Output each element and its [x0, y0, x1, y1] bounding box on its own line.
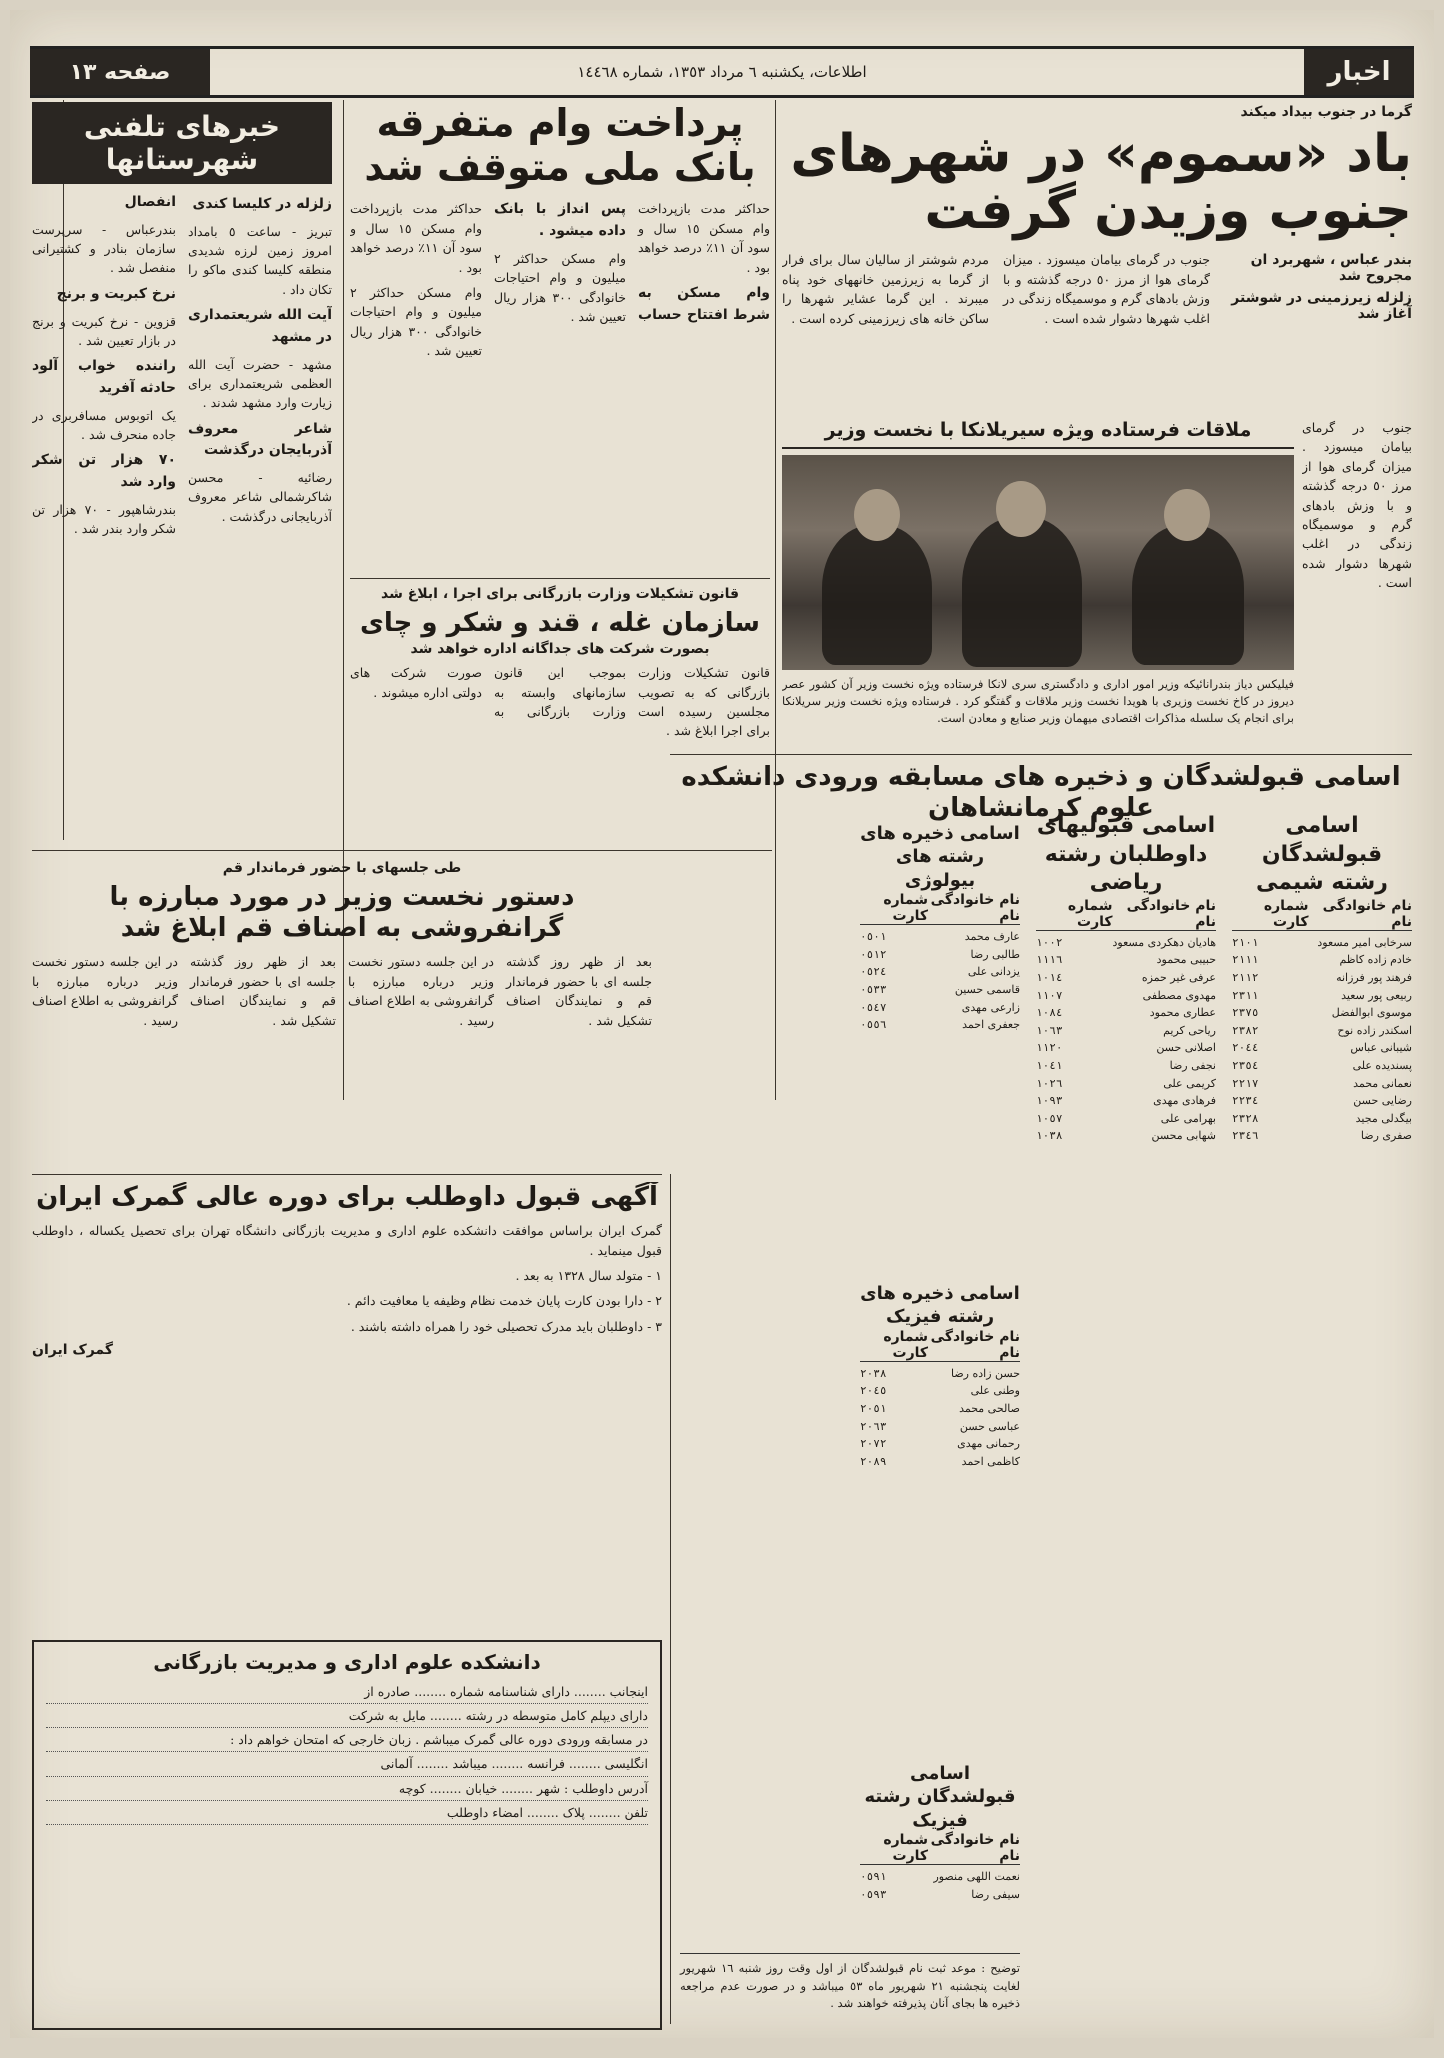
list-item: [1232, 1022, 1412, 1040]
student-name: ربیعی پور سعید: [1341, 988, 1412, 1002]
lead-body: [782, 250, 1210, 334]
result-list: [860, 1762, 1020, 1903]
lead-bullet: بندر عباس ، شهربرد ان مجروح شد: [1250, 252, 1412, 285]
result-list: [1232, 812, 1412, 1145]
news-item: [32, 284, 176, 350]
student-name: جعفری احمد: [962, 1018, 1020, 1032]
card-number: ١٠٣٨: [1036, 1129, 1063, 1143]
section-rule: [350, 578, 770, 579]
list-item: [1036, 1039, 1216, 1057]
paragraph: وام مسکن حداکثر ۲ میلیون و وام احتیاجات خانوادگی ۳۰۰ هزار ریال تعیین شد .: [350, 284, 482, 358]
col-num-header: شماره کارت: [883, 1832, 929, 1865]
paragraph: ١ - متولد سال ١٣٢٨ به بعد .: [515, 1267, 662, 1283]
photo-caption: فیلیکس دیاز بندرانائیکه وزیر امور اداری و دادگستری سری لانکا فرستاده ویژه نخست وزیر آن کشور عصر دیروز در کاخ نخست وزیری با هویدا نخست وزیر ملاقات و گفتگو کرد . فرستاده ویژه نخست وزیر سریلانکا برای انجام یک سلسله مذاکرات اقتصادی میهمان وزیر صنایع و معادن است.: [782, 676, 1294, 726]
news-item: [32, 192, 176, 278]
lead-headline: باد «سموم» در شهرهای جنوب وزیدن گرفت: [790, 124, 1412, 242]
card-number: ٢١١١: [1232, 953, 1259, 967]
paragraph: وام مسکن به شرط افتتاح حساب پس انداز با بانک داده میشود .: [494, 201, 770, 323]
result-list: [1036, 812, 1216, 1145]
list-item: [1232, 1092, 1412, 1110]
col-name-header: نام خانوادگی نام: [930, 1832, 1020, 1865]
card-number: ٠٥٣٣: [860, 982, 887, 996]
student-name: بهرامی علی: [1160, 1111, 1216, 1125]
card-number: ٢٠٤٥: [860, 1384, 887, 1398]
qom-story: [32, 858, 652, 1168]
list-item: [860, 981, 1020, 999]
paragraph: حداکثر مدت بازپرداخت وام مسکن ١٥ سال و سود آن ١١٪ درصد خواهد بود .: [350, 201, 482, 275]
card-number: ١١١٦: [1036, 953, 1063, 967]
list-title: اسامی قبولشدگان رشته فیزیک: [864, 1763, 1016, 1831]
loans-headline: پرداخت وام متفرقه بانک ملی متوقف شد: [364, 102, 756, 189]
student-name: هادیان دهکردی مسعود: [1112, 935, 1216, 949]
card-number: ٢٣٤٦: [1232, 1129, 1259, 1143]
student-name: نعمانی محمد: [1353, 1076, 1412, 1090]
student-name: اصلانی حسن: [1156, 1041, 1216, 1055]
student-name: خادم زاده کاظم: [1339, 953, 1412, 967]
student-name: عطاری محمود: [1149, 1006, 1216, 1020]
list-item: [1036, 1110, 1216, 1128]
card-number: ٢٠٤٤: [1232, 1041, 1259, 1055]
student-name: وطنی علی: [970, 1384, 1020, 1398]
customs-ad: [32, 1182, 662, 1632]
card-number: ١٠١٤: [1036, 970, 1063, 984]
photo-story-title: ملاقات فرستاده ویژه سیریلانکا با نخست وزیر: [782, 418, 1294, 449]
province-news: [32, 102, 332, 842]
lead-continued: [1302, 418, 1412, 748]
student-name: سرخابی امیر مسعود: [1317, 935, 1412, 949]
news-item-text: تبریز - ساعت ٥ بامداد امروز زمین لرزه شدیدی منطقه کلیسا کندی ماکو را تکان داد .: [188, 223, 332, 297]
lead-story: [782, 102, 1412, 412]
paragraph: جنوب در گرمای بیامان میسوزد . میزان گرمای هوا از مرز ٥٠ درجه گذشته و با وزش بادهای گرم و موسمیگاه زندگی در اغلب شهرها دشوار شده است .: [1003, 252, 1210, 326]
card-number: ١٠٦٣: [1036, 1023, 1063, 1037]
card-number: ٢٠٨٩: [860, 1454, 887, 1468]
list-item: [1036, 1022, 1216, 1040]
province-headline: خبرهای تلفنی شهرستانها: [32, 102, 332, 184]
result-list: [860, 822, 1020, 1034]
news-item: [188, 419, 332, 527]
section-rule: [670, 754, 1412, 755]
card-number: ٢٣٧٥: [1232, 1006, 1259, 1020]
list-title: اسامی ذخیره های رشته های بیولوژی: [860, 823, 1020, 891]
col-num-header: شماره کارت: [883, 892, 929, 925]
newspaper-page: [10, 10, 1434, 2038]
card-number: ١٠٨٤: [1036, 1006, 1063, 1020]
card-number: ٢٠٦٣: [860, 1419, 887, 1433]
news-item: [32, 450, 176, 538]
list-item: [860, 1435, 1020, 1453]
news-item-title: ٧٠ هزار تن شکر وارد شد: [32, 452, 176, 491]
customs-signature: گمرک ایران: [32, 1342, 113, 1359]
news-item-title: زلزله در کلیسا کندی: [192, 196, 332, 212]
qom-kicker: طی جلسهای با حضور فرماندار قم: [222, 860, 462, 876]
student-name: طالبی رضا: [970, 947, 1020, 961]
news-item: [188, 305, 332, 413]
list-item: [1232, 934, 1412, 952]
card-number: ٠٥٩٣: [860, 1887, 887, 1901]
news-item: [32, 356, 176, 444]
card-number: ١٠٥٧: [1036, 1111, 1063, 1125]
student-name: سیفی رضا: [971, 1887, 1020, 1901]
student-name: موسوی ابوالفضل: [1331, 1006, 1412, 1020]
commerce-body: [350, 663, 770, 741]
student-name: شهابی محسن: [1151, 1129, 1216, 1143]
person-head: [996, 481, 1046, 537]
list-item: [860, 963, 1020, 981]
list-item: [1036, 1004, 1216, 1022]
paragraph: قانون تشکیلات وزارت بازرگانی که به تصویب مجلسین رسیده است برای اجرا ابلاغ شد .: [638, 665, 770, 739]
customs-headline: آگهی قبول داوطلب برای دوره عالی گمرک ایران: [36, 1182, 658, 1212]
kermanshah-headline: اسامی قبولشدگان و ذخیره های مسابقه ورودی دانشکده علوم کرمانشاهان: [681, 762, 1401, 824]
list-item: [860, 928, 1020, 946]
qom-body: [32, 952, 652, 1036]
col-name-header: نام خانوادگی نام: [1126, 897, 1216, 930]
masthead: [30, 46, 1414, 98]
card-number: ٢١١٢: [1232, 970, 1259, 984]
province-items: [32, 192, 332, 539]
card-number: ٠٥٤٧: [860, 1000, 887, 1014]
paragraph: در این جلسه دستور نخست وزیر درباره مبارزه با گرانفروشی به اطلاع اصناف رسید .: [32, 954, 178, 1028]
section-brand: اخبار: [1304, 49, 1414, 95]
list-item: [1232, 1127, 1412, 1145]
student-name: صفری رضا: [1360, 1129, 1412, 1143]
news-item-text: مشهد - حضرت آیت الله العظمی شریعتمداری برای زیارت وارد مشهد شدند .: [188, 356, 332, 411]
news-item-title: شاعر معروف آذربایجان درگذشت: [188, 420, 332, 459]
person-figure: [962, 517, 1082, 667]
list-title: اسامی قبولیهای داوطلبان رشته ریاضی: [1036, 813, 1216, 896]
student-name: پسندیده علی: [1352, 1058, 1412, 1072]
paragraph: بعد از ظهر روز گذشته جلسه ای با حضور فرماندار قم و نمایندگان اصناف تشکیل شد .: [190, 954, 336, 1028]
card-number: ٢٠٧٢: [860, 1437, 887, 1451]
paragraph: ٢ - دارا بودن کارت پایان خدمت نظام وظیفه یا معافیت دائم .: [346, 1293, 662, 1309]
lead-bullets: [1222, 250, 1412, 334]
paragraph: گمرک ایران براساس موافقت دانشکده علوم اداری و مدیریت بازرگانی دانشگاه تهران برای تحصیل یکساله ، داوطلب قبول مینماید .: [32, 1223, 662, 1258]
student-name: ریاحی کریم: [1163, 1023, 1216, 1037]
customs-body: [32, 1221, 662, 1336]
student-name: زارعی مهدی: [961, 1000, 1020, 1014]
person-figure: [1132, 525, 1244, 665]
list-item: [1036, 1075, 1216, 1093]
col-name-header: نام خانوادگی نام: [930, 1328, 1020, 1361]
list-item: [1232, 1004, 1412, 1022]
student-name: فرهادی مهدی: [1153, 1094, 1216, 1108]
news-item-text: قزوین - نرخ کبریت و برنج در بازار تعیین شد .: [32, 313, 176, 348]
news-item-title: انفصال: [124, 194, 176, 210]
student-name: مهدوی مصطفی: [1142, 988, 1216, 1002]
student-name: حبیبی محمود: [1156, 953, 1216, 967]
commerce-sub: بصورت شرکت های جداگانه اداره خواهد شد: [410, 641, 710, 658]
lead-bullet: زلزله زیرزمینی در شوشتر آغاز شد: [1231, 290, 1412, 323]
student-name: صالحی محمد: [959, 1401, 1020, 1415]
form-line: آدرس داوطلب : شهر ........ خیابان ........ کوچه: [46, 1777, 648, 1801]
news-item-text: بندرعباس - سرپرست سازمان بنادر و کشتیرانی منفصل شد .: [32, 221, 176, 276]
form-line: انگلیسی ........ فرانسه ........ میباشد ........ آلمانی: [46, 1752, 648, 1776]
news-item-title: راننده خواب آلود حادثه آفرید: [32, 358, 176, 396]
card-number: ٢٣١١: [1232, 988, 1259, 1002]
card-number: ١١٠٧: [1036, 988, 1063, 1002]
photo-story: [782, 418, 1294, 748]
person-head: [854, 489, 900, 541]
list-item: [1232, 1075, 1412, 1093]
list-item: [860, 1418, 1020, 1436]
registration-notice: توضیح : موعد ثبت نام قبولشدگان از اول وقت روز شنبه ١٦ شهریور لغایت پنجشنبه ٢١ شهریور ماه ٥٣ میباشد و در صورت عدم مراجعه ذخیره ها بجای آنان پذیرفته خواهند شد .: [680, 1953, 1020, 2012]
list-item: [860, 1382, 1020, 1400]
list-header: [1232, 898, 1412, 931]
student-name: عارف محمد: [964, 930, 1020, 944]
list-item: [1036, 987, 1216, 1005]
student-name: یزدانی علی: [967, 965, 1020, 979]
card-number: ١١٢٠: [1036, 1041, 1063, 1055]
student-name: نجفی رضا: [1169, 1058, 1216, 1072]
list-header: [860, 892, 1020, 925]
student-name: عرفی غیر حمزه: [1141, 970, 1216, 984]
card-number: ٠٥١٢: [860, 947, 887, 961]
qom-headline: دستور نخست وزیر در مورد مبارزه با گرانفروشی به اصناف قم ابلاغ شد: [109, 882, 575, 944]
col-name-header: نام خانوادگی نام: [930, 892, 1020, 925]
card-number: ١٠٩٣: [1036, 1094, 1063, 1108]
paragraph: بموجب این قانون سازمانهای وابسته به وزارت بازرگانی به صورت شرکت های دولتی اداره میشوند .: [350, 665, 626, 719]
card-number: ٢٣٢٨: [1232, 1111, 1259, 1125]
list-item: [860, 1868, 1020, 1886]
paragraph: وام مسکن حداکثر ۲ میلیون و وام احتیاجات خانوادگی ۳۰۰ هزار ریال تعیین شد .: [494, 250, 626, 324]
form-line: در مسابقه ورودی دوره عالی گمرک میباشم . زبان خارجی که امتحان خواهم داد :: [46, 1728, 648, 1752]
student-name: حسن زاده رضا: [950, 1366, 1020, 1380]
list-item: [860, 946, 1020, 964]
form-line: دارای دیپلم کامل متوسطه در رشته ........ مایل به شرکت: [46, 1704, 648, 1728]
card-number: ١٠٤١: [1036, 1058, 1063, 1072]
form-title: دانشکده علوم اداری و مدیریت بازرگانی: [153, 1650, 541, 1674]
list-item: [860, 999, 1020, 1017]
list-item: [1232, 1057, 1412, 1075]
card-number: ٠٥٢٤: [860, 965, 887, 979]
list-item: [1036, 951, 1216, 969]
list-item: [860, 1400, 1020, 1418]
list-title: اسامی قبولشدگان رشته شیمی: [1256, 813, 1388, 896]
loans-story: [350, 102, 770, 572]
list-item: [1232, 1110, 1412, 1128]
student-name: اسکندر زاده نوح: [1337, 1023, 1412, 1037]
news-item-text: یک اتوبوس مسافربری در جاده منحرف شد .: [32, 407, 176, 442]
student-name: رضایی حسن: [1353, 1094, 1412, 1108]
student-name: شیبانی عباس: [1350, 1041, 1412, 1055]
list-item: [1036, 1127, 1216, 1145]
student-name: نعمت اللهی منصور: [933, 1870, 1020, 1884]
list-item: [1232, 951, 1412, 969]
kermanshah-results: [670, 762, 1412, 2022]
paragraph: جنوب در گرمای بیامان میسوزد . میزان گرمای هوا از مرز ٥٠ درجه گذشته و با وزش بادهای گرم و موسمیگاه زندگی در اغلب شهرها دشوار شده است .: [1302, 420, 1412, 590]
card-number: ٢٠٣٨: [860, 1366, 887, 1380]
lead-kicker: گرما در جنوب بیداد میکند: [1240, 104, 1412, 120]
list-item: [1036, 934, 1216, 952]
list-item: [1232, 969, 1412, 987]
list-title: اسامی ذخیره های رشته فیزیک: [860, 1283, 1020, 1328]
card-number: ٠٥٠١: [860, 930, 887, 944]
list-header: [860, 1329, 1020, 1362]
student-name: فرهند پور فرزانه: [1336, 970, 1412, 984]
paragraph: بعد از ظهر روز گذشته جلسه ای با حضور فرماندار قم و نمایندگان اصناف تشکیل شد .: [506, 954, 652, 1028]
application-form: [32, 1640, 662, 2030]
student-name: بیگدلی مجید: [1355, 1111, 1412, 1125]
form-line: اینجانب ........ دارای شناسنامه شماره ........ صادره از: [46, 1680, 648, 1704]
student-name: کریمی علی: [1163, 1076, 1216, 1090]
result-list: [860, 1282, 1020, 1470]
commerce-kicker: قانون تشکیلات وزارت بازرگانی برای اجرا ، ابلاغ شد: [380, 586, 739, 602]
student-name: کاظمی احمد: [961, 1454, 1020, 1468]
section-rule: [32, 1174, 662, 1175]
news-item-title: آیت الله شریعتمداری در مشهد: [188, 307, 332, 345]
news-item-title: نرخ کبریت و برنج: [56, 285, 176, 302]
card-number: ١٠٢٦: [1036, 1076, 1063, 1090]
card-number: ٢٣٥٤: [1232, 1058, 1259, 1072]
list-item: [860, 1016, 1020, 1034]
person-figure: [822, 525, 932, 665]
col-num-header: شماره کارت: [1263, 897, 1309, 930]
card-number: ٠٥٩١: [860, 1870, 887, 1884]
meeting-photo: [782, 455, 1294, 670]
loans-body: [350, 199, 770, 360]
list-item: [860, 1886, 1020, 1904]
list-header: [1036, 898, 1216, 931]
list-header: [860, 1832, 1020, 1865]
student-name: قاسمی حسین: [954, 982, 1020, 996]
form-line: تلفن ........ پلاک ........ امضاء داوطلب: [46, 1801, 648, 1825]
paragraph: در این جلسه دستور نخست وزیر درباره مبارزه با گرانفروشی به اطلاع اصناف رسید .: [348, 954, 494, 1028]
person-head: [1164, 489, 1210, 541]
list-item: [860, 1365, 1020, 1383]
issue-info: اطلاعات، یکشنبه ٦ مرداد ١٣٥٣، شماره ١٤٤٦٨: [577, 63, 867, 81]
list-item: [860, 1453, 1020, 1471]
col-num-header: شماره کارت: [883, 1328, 929, 1361]
paragraph: ٣ - داوطلبان باید مدرک تحصیلی خود را همراه داشته باشند .: [350, 1318, 662, 1334]
card-number: ٠٥٥٦: [860, 1018, 887, 1032]
list-item: [1036, 1057, 1216, 1075]
commerce-headline: سازمان غله ، قند و شکر و چای: [360, 608, 760, 638]
news-item-text: رضائیه - محسن شاکرشمالی شاعر معروف آذربایجانی درگذشت .: [188, 470, 332, 524]
col-num-header: شماره کارت: [1067, 897, 1113, 930]
card-number: ٢٢٣٤: [1232, 1094, 1259, 1108]
news-item-text: بندرشاهپور - ٧٠ هزار تن شکر وارد بندر شد .: [32, 501, 176, 537]
paragraph: حداکثر مدت بازپرداخت وام مسکن ١٥ سال و سود آن ١١٪ درصد خواهد بود .: [638, 201, 770, 275]
student-name: رحمانی مهدی: [957, 1437, 1020, 1451]
card-number: ٢٣٨٢: [1232, 1023, 1259, 1037]
card-number: ٢٢١٧: [1232, 1076, 1259, 1090]
card-number: ١٠٠٢: [1036, 935, 1063, 949]
list-item: [1232, 1039, 1412, 1057]
card-number: ٢١٠١: [1232, 935, 1259, 949]
card-number: ٢٠٥١: [860, 1401, 887, 1415]
news-item: [188, 194, 332, 299]
section-rule: [32, 850, 772, 851]
student-name: عباسی حسن: [959, 1419, 1020, 1433]
page-number: صفحه ١٣: [30, 49, 210, 95]
paragraph: مردم شوشتر از سالیان سال برای فرار از گرما به زیرزمین خانههای خود پناه میبرند . این گرما عشایر شهرها را ساکن خانه های زیرزمینی کرده است .: [782, 252, 989, 326]
list-item: [1036, 969, 1216, 987]
list-item: [1036, 1092, 1216, 1110]
list-item: [1232, 987, 1412, 1005]
col-name-header: نام خانوادگی نام: [1322, 897, 1412, 930]
